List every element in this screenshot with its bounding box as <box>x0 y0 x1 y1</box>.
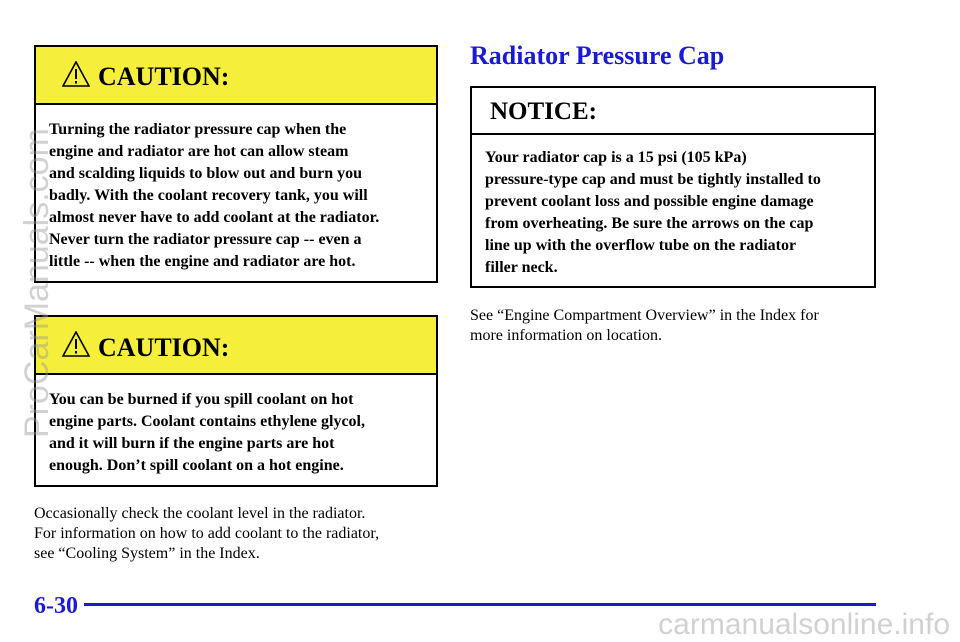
caution-box-hot-cap <box>34 45 438 283</box>
section-heading: Radiator Pressure Cap <box>470 41 725 70</box>
caution-line: little -- when the engine and radiator are hot. <box>49 253 356 270</box>
caution-line: enough. Don’t spill coolant on a hot engine. <box>49 457 344 474</box>
paragraph-line: Occasionally check the coolant level in the radiator. <box>34 505 366 522</box>
caution-box-spill-coolant <box>34 315 438 487</box>
caution-title: CAUTION: <box>98 62 230 91</box>
caution-line: and it will burn if the engine parts are hot <box>49 435 335 452</box>
watermark-bottom: carmanualsonline.info <box>658 608 950 641</box>
notice-line: from overheating. Be sure the arrows on the cap <box>485 215 814 232</box>
caution-title: CAUTION: <box>98 333 230 362</box>
caution-line: Never turn the radiator pressure cap -- even a <box>49 231 362 248</box>
notice-line: filler neck. <box>485 259 558 276</box>
notice-line: pressure-type cap and must be tightly installed to <box>485 171 821 188</box>
page-number: 6-30 <box>34 593 78 619</box>
caution-line: Turning the radiator pressure cap when the <box>49 121 347 138</box>
caution-body <box>36 105 436 273</box>
caution-header <box>36 47 436 105</box>
caution-line: You can be burned if you spill coolant on hot <box>49 391 354 408</box>
caution-line: engine and radiator are hot can allow steam <box>49 143 349 160</box>
notice-line: line up with the overflow tube on the radiator <box>485 237 797 254</box>
watermark-vertical: ProCarManuals.com <box>18 128 56 438</box>
footer-rule <box>84 603 876 606</box>
notice-header <box>472 88 874 135</box>
paragraph-line: For information on how to add coolant to the radiator, <box>34 525 380 542</box>
caution-line: badly. With the coolant recovery tank, you will <box>49 187 368 204</box>
coolant-check-paragraph <box>34 504 379 564</box>
notice-line: prevent coolant loss and possible engine damage <box>485 193 814 210</box>
caution-header <box>36 317 436 375</box>
notice-title: NOTICE: <box>490 98 597 125</box>
caution-line: and scalding liquids to blow out and burn you <box>49 165 363 182</box>
warning-triangle-icon <box>62 331 90 357</box>
notice-line: Your radiator cap is a 15 psi (105 kPa) <box>485 149 747 166</box>
notice-box <box>470 86 876 288</box>
paragraph-line: see “Cooling System” in the Index. <box>34 545 260 562</box>
paragraph-line: more information on location. <box>470 327 662 344</box>
see-also-paragraph <box>470 306 819 346</box>
paragraph-line: See “Engine Compartment Overview” in the Index for <box>470 307 819 324</box>
caution-line: engine parts. Coolant contains ethylene glycol, <box>49 413 365 430</box>
notice-body <box>472 135 874 279</box>
warning-triangle-icon <box>62 61 90 87</box>
caution-line: almost never have to add coolant at the radiator. <box>49 209 380 226</box>
caution-body <box>36 375 436 477</box>
